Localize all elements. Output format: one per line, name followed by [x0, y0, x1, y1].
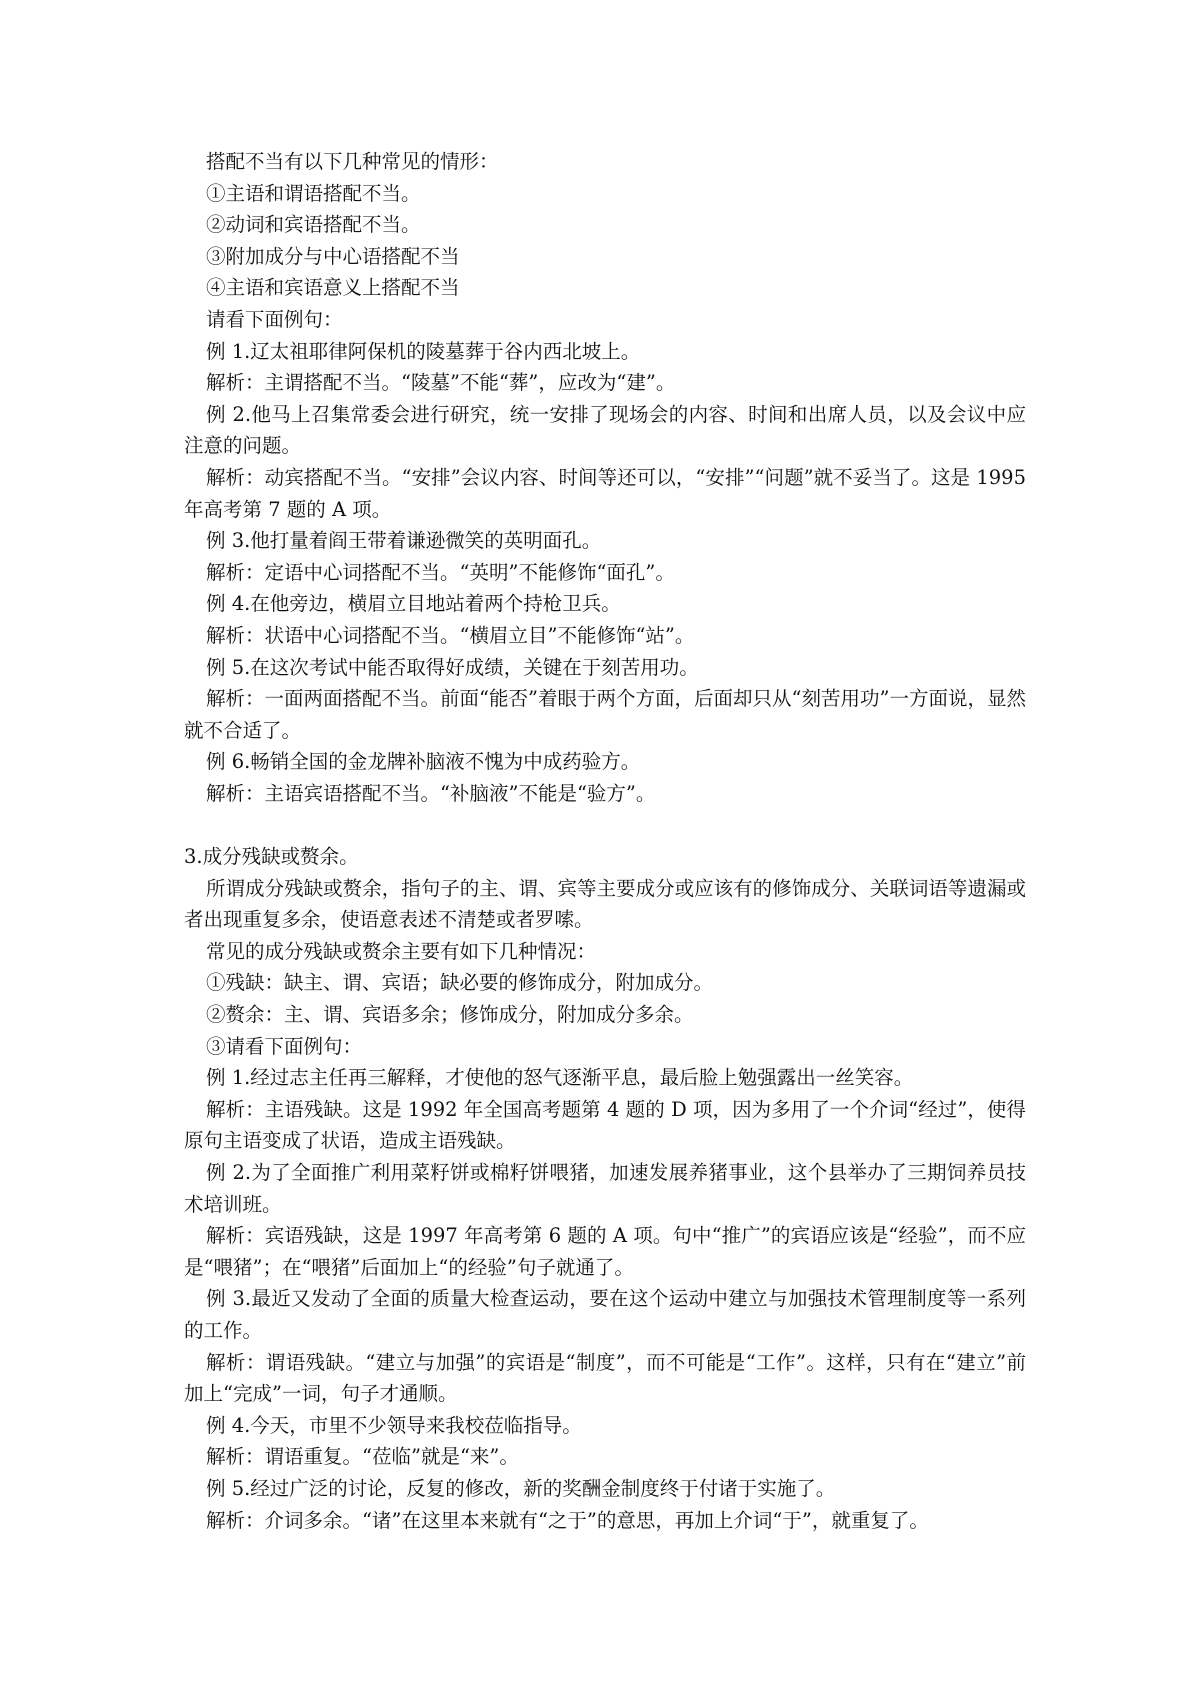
analysis: 解析：主语宾语搭配不当。“补脑液”不能是“验方”。	[206, 781, 656, 805]
list-item: ③请看下面例句：	[206, 1034, 363, 1058]
analysis: 解析：介词多余。“诸”在这里本来就有“之于”的意思，再加上介词“于”，就重复了。	[206, 1508, 929, 1532]
example-sentence: 例 4.今天，市里不少领导来我校莅临指导。	[206, 1413, 582, 1437]
example-sentence: 例 1.辽太祖耶律阿保机的陵墓葬于谷内西北坡上。	[206, 339, 641, 363]
paragraph: 常见的成分残缺或赘余主要有如下几种情况：	[206, 939, 597, 963]
list-item: ④主语和宾语意义上搭配不当	[206, 276, 460, 300]
analysis: 解析：谓语残缺。“建立与加强”的宾语是“制度”，而不可能是“工作”。这样，只有在“建立”前加上“完成”一词，句子才通顺。	[184, 1350, 1026, 1406]
example-sentence: 例 3.最近又发动了全面的质量大检查运动，要在这个运动中建立与加强技术管理制度等一系列的工作。	[184, 1287, 1026, 1342]
paragraph: 搭配不当有以下几种常见的情形：	[206, 150, 499, 173]
blank-line	[184, 809, 1026, 841]
paragraph: 请看下面例句：	[206, 307, 343, 331]
analysis: 解析：状语中心词搭配不当。“横眉立目”不能修饰“站”。	[206, 623, 695, 647]
list-item: ②动词和宾语搭配不当。	[206, 213, 421, 237]
analysis: 解析：动宾搭配不当。“安排”会议内容、时间等还可以，“安排”“问题”就不妥当了。这是 1995 年高考第 7 题的 A 项。	[184, 465, 1026, 521]
analysis: 解析：一面两面搭配不当。前面“能否”着眼于两个方面，后面却只从“刻苦用功”一方面说，显然就不合适了。	[184, 687, 1026, 742]
example-sentence: 例 5.经过广泛的讨论，反复的修改，新的奖酬金制度终于付诸于实施了。	[206, 1476, 836, 1500]
list-item: ③附加成分与中心语搭配不当	[206, 244, 460, 268]
document-body	[184, 146, 1026, 1536]
example-sentence: 例 5.在这次考试中能否取得好成绩，关键在于刻苦用功。	[206, 655, 699, 679]
example-sentence: 例 4.在他旁边，横眉立目地站着两个持枪卫兵。	[206, 592, 621, 616]
analysis: 解析：主语残缺。这是 1992 年全国高考题第 4 题的 D 项，因为多用了一个介词“经过”，使得原句主语变成了状语，造成主语残缺。	[184, 1097, 1026, 1153]
section-heading: 3.成分残缺或赘余。	[184, 845, 359, 869]
example-sentence: 例 3.他打量着阎王带着谦逊微笑的英明面孔。	[206, 529, 602, 553]
analysis: 解析：谓语重复。“莅临”就是“来”。	[206, 1445, 519, 1469]
example-sentence: 例 2.为了全面推广利用菜籽饼或棉籽饼喂猪，加速发展养猪事业，这个县举办了三期饲养员技术培训班。	[184, 1161, 1026, 1216]
example-sentence: 例 1.经过志主任再三解释，才使他的怒气逐渐平息，最后脸上勉强露出一丝笑容。	[206, 1066, 914, 1090]
analysis: 解析：宾语残缺，这是 1997 年高考第 6 题的 A 项。句中“推广”的宾语应该是“经验”，而不应是“喂猪”；在“喂猪”后面加上“的经验”句子就通了。	[184, 1224, 1026, 1279]
list-item: ①主语和谓语搭配不当。	[206, 181, 421, 205]
analysis: 解析：定语中心词搭配不当。“英明”不能修饰“面孔”。	[206, 560, 675, 584]
paragraph: 所谓成分残缺或赘余，指句子的主、谓、宾等主要成分或应该有的修饰成分、关联词语等遗漏或者出现重复多余，使语意表述不清楚或者罗嗦。	[184, 876, 1026, 932]
list-item: ①残缺：缺主、谓、宾语；缺必要的修饰成分，附加成分。	[206, 971, 714, 995]
example-sentence: 例 2.他马上召集常委会进行研究，统一安排了现场会的内容、时间和出席人员，以及会议中应注意的问题。	[184, 402, 1026, 458]
example-sentence: 例 6.畅销全国的金龙牌补脑液不愧为中成药验方。	[206, 750, 641, 774]
analysis: 解析：主谓搭配不当。“陵墓”不能“葬”，应改为“建”。	[206, 371, 676, 395]
list-item: ②赘余：主、谓、宾语多余；修饰成分，附加成分多余。	[206, 1003, 694, 1027]
